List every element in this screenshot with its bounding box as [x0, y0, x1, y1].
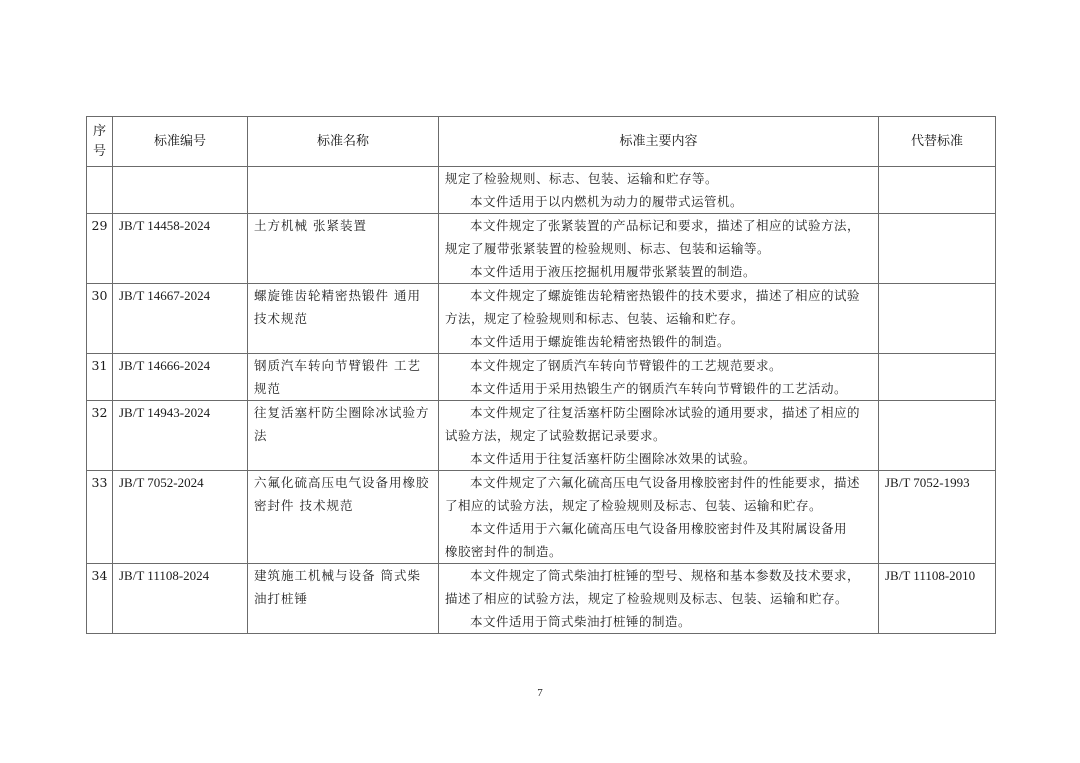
row-serial-number: 33	[87, 471, 113, 564]
standard-content-line: 描述了相应的试验方法，规定了检验规则及标志、包装、运输和贮存。	[445, 591, 849, 606]
header-standard-code: 标准编号	[113, 117, 248, 167]
table-row	[87, 167, 996, 214]
standard-content-line: 试验方法，规定了试验数据记录要求。	[445, 428, 667, 443]
standard-content-line: 本文件适用于液压挖掘机用履带张紧装置的制造。	[470, 264, 757, 279]
standard-content-line: 本文件规定了钢质汽车转向节臂锻件的工艺规范要求。	[470, 358, 783, 373]
row-replaced-standard	[879, 167, 996, 214]
standard-content-line: 本文件适用于以内燃机为动力的履带式运管机。	[470, 194, 744, 209]
row-serial-number: 29	[87, 214, 113, 284]
row-standard-name	[248, 471, 439, 564]
standards-table-wrapper	[86, 116, 995, 634]
standard-content-line: 本文件规定了螺旋锥齿轮精密热锻件的技术要求，描述了相应的试验	[470, 288, 861, 303]
row-standard-name	[248, 214, 439, 284]
row-serial-number: 32	[87, 401, 113, 471]
row-replaced-standard	[879, 284, 996, 354]
standards-table	[86, 116, 996, 634]
row-standard-content	[439, 167, 879, 214]
standard-content-line: 本文件规定了六氟化硫高压电气设备用橡胶密封件的性能要求，描述	[470, 475, 861, 490]
table-row	[87, 284, 996, 354]
row-standard-name	[248, 354, 439, 401]
header-standard-name: 标准名称	[248, 117, 439, 167]
row-replaced-standard	[879, 354, 996, 401]
standard-content-line: 本文件规定了筒式柴油打桩锤的型号、规格和基本参数及技术要求，	[470, 568, 861, 583]
row-serial-number: 34	[87, 564, 113, 634]
row-replaced-standard: JB/T 7052-1993	[879, 471, 996, 564]
row-standard-code	[113, 167, 248, 214]
row-standard-code: JB/T 14943-2024	[113, 401, 248, 471]
header-standard-content: 标准主要内容	[439, 117, 879, 167]
standard-name-line: 密封件 技术规范	[254, 498, 354, 513]
row-standard-name	[248, 401, 439, 471]
standard-name-line: 钢质汽车转向节臂锻件 工艺	[254, 358, 421, 373]
row-replaced-standard	[879, 401, 996, 471]
table-header-row	[87, 117, 996, 167]
row-standard-content	[439, 564, 879, 634]
row-standard-content	[439, 214, 879, 284]
row-replaced-standard	[879, 214, 996, 284]
table-row	[87, 401, 996, 471]
row-standard-content	[439, 401, 879, 471]
standard-name-line: 往复活塞杆防尘圈除冰试验方	[254, 405, 430, 420]
header-serial-number	[87, 117, 113, 167]
table-row	[87, 471, 996, 564]
standard-content-line: 本文件适用于采用热锻生产的钢质汽车转向节臂锻件的工艺活动。	[470, 381, 848, 396]
row-standard-name	[248, 167, 439, 214]
row-standard-content	[439, 284, 879, 354]
table-row	[87, 564, 996, 634]
row-standard-content	[439, 354, 879, 401]
header-serial-line2: 号	[92, 143, 106, 159]
standard-content-line: 了相应的试验方法，规定了检验规则及标志、包装、运输和贮存。	[445, 498, 823, 513]
header-replaced-standard: 代替标准	[879, 117, 996, 167]
standard-name-line: 建筑施工机械与设备 筒式柴	[254, 568, 421, 583]
standard-content-line: 规定了检验规则、标志、包装、运输和贮存等。	[445, 171, 719, 186]
standard-content-line: 本文件规定了往复活塞杆防尘圈除冰试验的通用要求，描述了相应的	[470, 405, 861, 420]
standard-name-line: 技术规范	[254, 311, 309, 326]
row-replaced-standard: JB/T 11108-2010	[879, 564, 996, 634]
standard-content-line: 方法，规定了检验规则和标志、包装、运输和贮存。	[445, 311, 745, 326]
table-row	[87, 354, 996, 401]
standard-name-line: 规范	[254, 381, 282, 396]
standard-content-line: 本文件适用于螺旋锥齿轮精密热锻件的制造。	[470, 334, 731, 349]
standard-content-line: 本文件规定了张紧装置的产品标记和要求，描述了相应的试验方法，	[470, 218, 861, 233]
standard-content-line: 本文件适用于筒式柴油打桩锤的制造。	[470, 614, 692, 629]
standard-name-line: 六氟化硫高压电气设备用橡胶	[254, 475, 430, 490]
standard-content-line: 规定了履带张紧装置的检验规则、标志、包装和运输等。	[445, 241, 771, 256]
header-serial-line1: 序	[92, 123, 106, 139]
row-standard-name	[248, 564, 439, 634]
row-standard-code: JB/T 14667-2024	[113, 284, 248, 354]
row-standard-code: JB/T 11108-2024	[113, 564, 248, 634]
standard-name-line: 油打桩锤	[254, 591, 309, 606]
row-serial-number: 31	[87, 354, 113, 401]
standard-content-line: 本文件适用于往复活塞杆防尘圈除冰效果的试验。	[470, 451, 757, 466]
row-serial-number: 30	[87, 284, 113, 354]
row-standard-code: JB/T 14458-2024	[113, 214, 248, 284]
standard-name-line: 土方机械 张紧装置	[254, 218, 367, 233]
row-serial-number	[87, 167, 113, 214]
row-standard-content	[439, 471, 879, 564]
table-body	[87, 167, 996, 634]
standard-content-line: 橡胶密封件的制造。	[445, 544, 563, 559]
page-number: 7	[537, 687, 543, 699]
table-row	[87, 214, 996, 284]
standard-content-line: 本文件适用于六氟化硫高压电气设备用橡胶密封件及其附属设备用	[470, 521, 848, 536]
row-standard-name	[248, 284, 439, 354]
row-standard-code: JB/T 7052-2024	[113, 471, 248, 564]
row-standard-code: JB/T 14666-2024	[113, 354, 248, 401]
standard-name-line: 螺旋锥齿轮精密热锻件 通用	[254, 288, 421, 303]
standard-name-line: 法	[254, 428, 268, 443]
